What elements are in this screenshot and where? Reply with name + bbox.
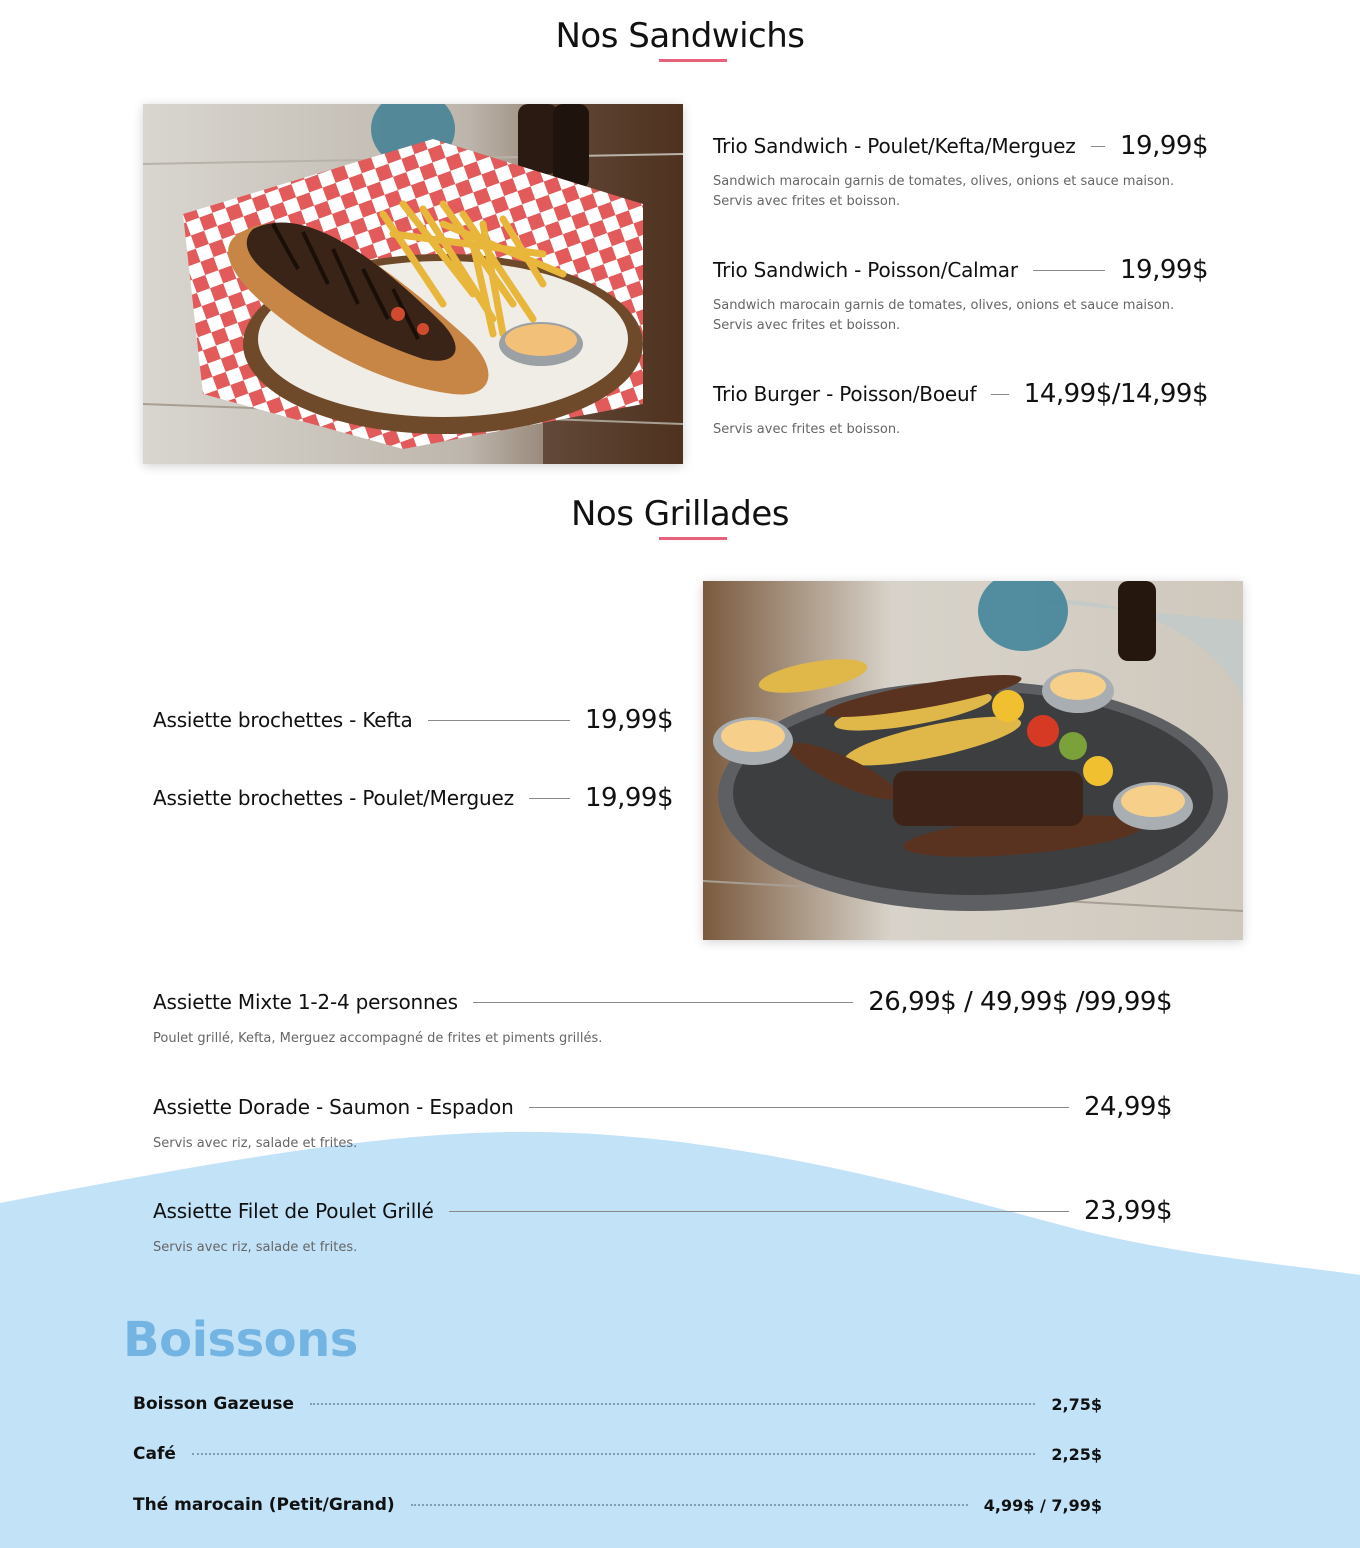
item-description-line: Sandwich marocain garnis de tomates, olives, onions et sauce maison. (713, 174, 1175, 189)
item-description-line: Servis avec frites et boisson. (713, 194, 901, 209)
item-leader-line (428, 720, 570, 721)
drink-item-the-marocain (133, 1495, 1102, 1515)
item-description (713, 172, 1208, 212)
menu-item-trio-sandwich-fish (713, 252, 1208, 288)
item-price: 19,99$ (585, 705, 673, 735)
grillades-title: Nos Grillades (571, 494, 789, 534)
item-description-line: Servis avec frites et boisson. (713, 422, 901, 437)
drink-price: 4,99$ / 7,99$ (983, 1495, 1102, 1515)
item-name: Assiette Filet de Poulet Grillé (153, 1199, 434, 1223)
item-name: Assiette brochettes - Kefta (153, 708, 413, 732)
item-leader-line (1033, 270, 1105, 271)
drink-dotted-leader (310, 1403, 1035, 1405)
menu-item-assiette-mixte (153, 984, 1172, 1020)
drink-name: Thé marocain (Petit/Grand) (133, 1495, 395, 1515)
item-price: 23,99$ (1084, 1196, 1172, 1226)
item-description-line: Sandwich marocain garnis de tomates, olives, onions et sauce maison. (713, 298, 1175, 313)
item-name: Assiette brochettes - Poulet/Merguez (153, 786, 514, 810)
sandwich-photo (143, 104, 683, 464)
menu-item-trio-burger (713, 376, 1208, 412)
item-description: Servis avec riz, salade et frites. (153, 1240, 358, 1255)
menu-item-assiette-poulet (153, 1193, 1172, 1229)
item-name: Trio Sandwich - Poisson/Calmar (713, 258, 1018, 282)
drink-price: 2,75$ (1051, 1394, 1102, 1414)
item-price: 14,99$/14,99$ (1023, 379, 1208, 409)
item-description: Poulet grillé, Kefta, Merguez accompagné de frites et piments grillés. (153, 1031, 603, 1046)
drink-name: Café (133, 1444, 176, 1464)
grilled-platter-photo (703, 581, 1243, 940)
drink-name: Boisson Gazeuse (133, 1394, 295, 1414)
menu-item-trio-sandwich-meat (713, 128, 1208, 164)
item-leader-line (991, 394, 1008, 395)
item-leader-line (529, 798, 570, 799)
drinks-title: Boissons (123, 1312, 358, 1368)
menu-item-brochettes-kefta (153, 702, 673, 738)
item-description: Servis avec riz, salade et frites. (153, 1136, 358, 1151)
item-price: 19,99$ (1120, 131, 1208, 161)
item-name: Assiette Mixte 1-2-4 personnes (153, 990, 458, 1014)
item-price: 24,99$ (1084, 1092, 1172, 1122)
grillades-title-underline (659, 537, 727, 540)
drink-dotted-leader (192, 1453, 1036, 1455)
menu-item-brochettes-poulet-merguez (153, 780, 673, 816)
item-name: Trio Sandwich - Poulet/Kefta/Merguez (713, 134, 1076, 158)
drink-dotted-leader (411, 1504, 968, 1506)
item-description (713, 296, 1208, 336)
sandwiches-title: Nos Sandwichs (555, 16, 805, 56)
item-leader-line (529, 1107, 1069, 1108)
drink-price: 2,25$ (1051, 1444, 1102, 1464)
menu-item-assiette-poisson (153, 1089, 1172, 1125)
item-description-line: Servis avec frites et boisson. (713, 318, 901, 333)
sandwiches-title-underline (659, 59, 727, 62)
item-price: 19,99$ (1120, 255, 1208, 285)
item-leader-line (473, 1002, 853, 1003)
drink-item-cafe (133, 1444, 1102, 1464)
item-name: Trio Burger - Poisson/Boeuf (713, 382, 977, 406)
item-leader-line (449, 1211, 1069, 1212)
item-description (713, 420, 1208, 440)
item-price: 19,99$ (585, 783, 673, 813)
item-leader-line (1091, 146, 1105, 147)
item-price: 26,99$ / 49,99$ /99,99$ (868, 987, 1172, 1017)
drink-item-boisson-gazeuse (133, 1394, 1102, 1414)
item-name: Assiette Dorade - Saumon - Espadon (153, 1095, 514, 1119)
